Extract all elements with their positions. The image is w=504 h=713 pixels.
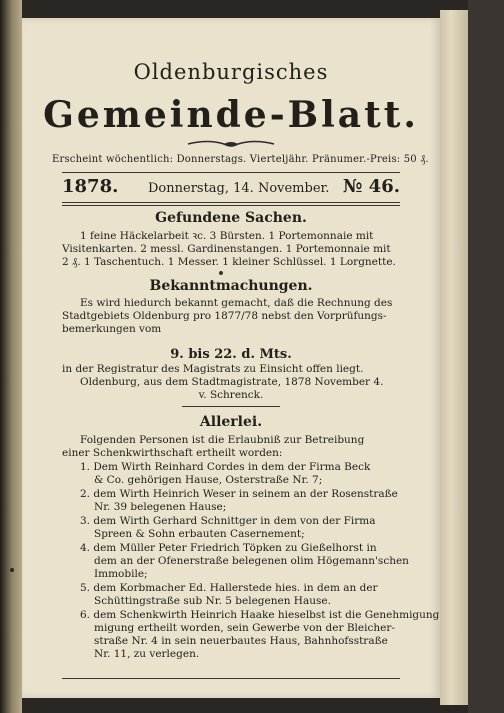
text-line: 2 ₰. 1 Taschentuch. 1 Messer. 1 kleiner Schlüssel. 1 Lorgnette. xyxy=(62,256,396,268)
text-line: Folgenden Personen ist die Erlaubniß zur Betreibung xyxy=(80,434,365,446)
masthead-title: Gemeinde-Blatt. xyxy=(43,94,419,136)
list-item: straße Nr. 4 in sein neuerbautes Haus, Bahnhofsstraße xyxy=(94,635,388,647)
rule-bottom xyxy=(62,678,400,679)
book-cover-board xyxy=(468,0,504,713)
notice-date-range: 9. bis 22. d. Mts. xyxy=(170,347,292,362)
list-item: Spreen & Sohn erbauten Casernement; xyxy=(94,528,305,540)
text-line: Stadtgebiets Oldenburg pro 1877/78 nebst den Vorprüfungs- xyxy=(62,310,387,322)
masthead-subtitle: Oldenburgisches xyxy=(133,60,329,84)
rule-middle-2 xyxy=(62,205,400,206)
issue-year: 1878. xyxy=(62,176,119,197)
text-line: Visitenkarten. 2 messl. Gardinenstangen. 1 Portemonnaie mit xyxy=(62,243,391,255)
list-item: 1. Dem Wirth Reinhard Cordes in dem der Firma Beck xyxy=(80,461,371,473)
rule-top xyxy=(62,172,400,173)
text-line: Oldenburg, aus dem Stadtmagistrate, 1878 November 4. xyxy=(80,376,384,388)
section-title-bekannt: Bekanntmachungen. xyxy=(149,278,313,294)
list-item: 2. dem Wirth Heinrich Weser in seinem an der Rosenstraße xyxy=(80,488,398,500)
text-line: 1 feine Häckelarbeit ꝛc. 3 Bürsten. 1 Portemonnaie mit xyxy=(80,230,374,242)
notice-signature: v. Schrenck. xyxy=(198,389,264,401)
list-item: 6. dem Schenkwirth Heinrich Haake hieselbst ist die Genehmigung xyxy=(80,609,440,621)
rule-middle-1 xyxy=(62,202,400,203)
issue-number: № 46. xyxy=(342,176,400,197)
list-item: migung ertheilt worden, sein Gewerbe von der Bleicher- xyxy=(94,622,395,634)
list-item: 3. dem Wirth Gerhard Schnittger in dem von der Firma xyxy=(80,515,376,527)
list-item: Schüttingstraße sub Nr. 5 belegenen Hause. xyxy=(94,595,331,607)
list-item: dem an der Ofenerstraße belegenen olim Högemann'schen xyxy=(94,555,409,567)
list-item: Nr. 11, zu verlegen. xyxy=(94,648,200,660)
section-title-gefunden: Gefundene Sachen. xyxy=(155,210,307,226)
list-item: Nr. 39 belegenen Hause; xyxy=(94,501,227,513)
list-item: & Co. gehörigen Hause, Osterstraße Nr. 7; xyxy=(94,474,323,486)
text-line: bemerkungen vom xyxy=(62,323,162,335)
text-line: in der Registratur des Magistrats zu Einsicht offen liegt. xyxy=(62,363,364,375)
page-edges xyxy=(440,10,468,705)
text-line: einer Schenkwirthschaft ertheilt worden: xyxy=(62,447,283,459)
publication-info: Erscheint wöchentlich: Donnerstags. Vierteljähr. Pränumer.-Preis: 50 ₰. xyxy=(52,154,429,165)
issue-date: Donnerstag, 14. November. xyxy=(148,181,330,196)
book-spine xyxy=(0,0,22,713)
newspaper-page xyxy=(22,18,440,698)
short-rule xyxy=(182,406,280,407)
separator-dot xyxy=(219,271,223,275)
section-title-allerlei: Allerlei. xyxy=(199,414,263,430)
list-item: 5. dem Korbmacher Ed. Hallerstede hies. in dem an der xyxy=(80,582,378,594)
text-line: Es wird hiedurch bekannt gemacht, daß die Rechnung des xyxy=(80,297,393,309)
margin-speck xyxy=(10,568,14,572)
ornament-divider xyxy=(186,138,276,150)
list-item: 4. dem Müller Peter Friedrich Töpken zu Gießelhorst in xyxy=(80,542,377,554)
list-item: Immobile; xyxy=(94,568,148,580)
dateline xyxy=(62,176,400,200)
